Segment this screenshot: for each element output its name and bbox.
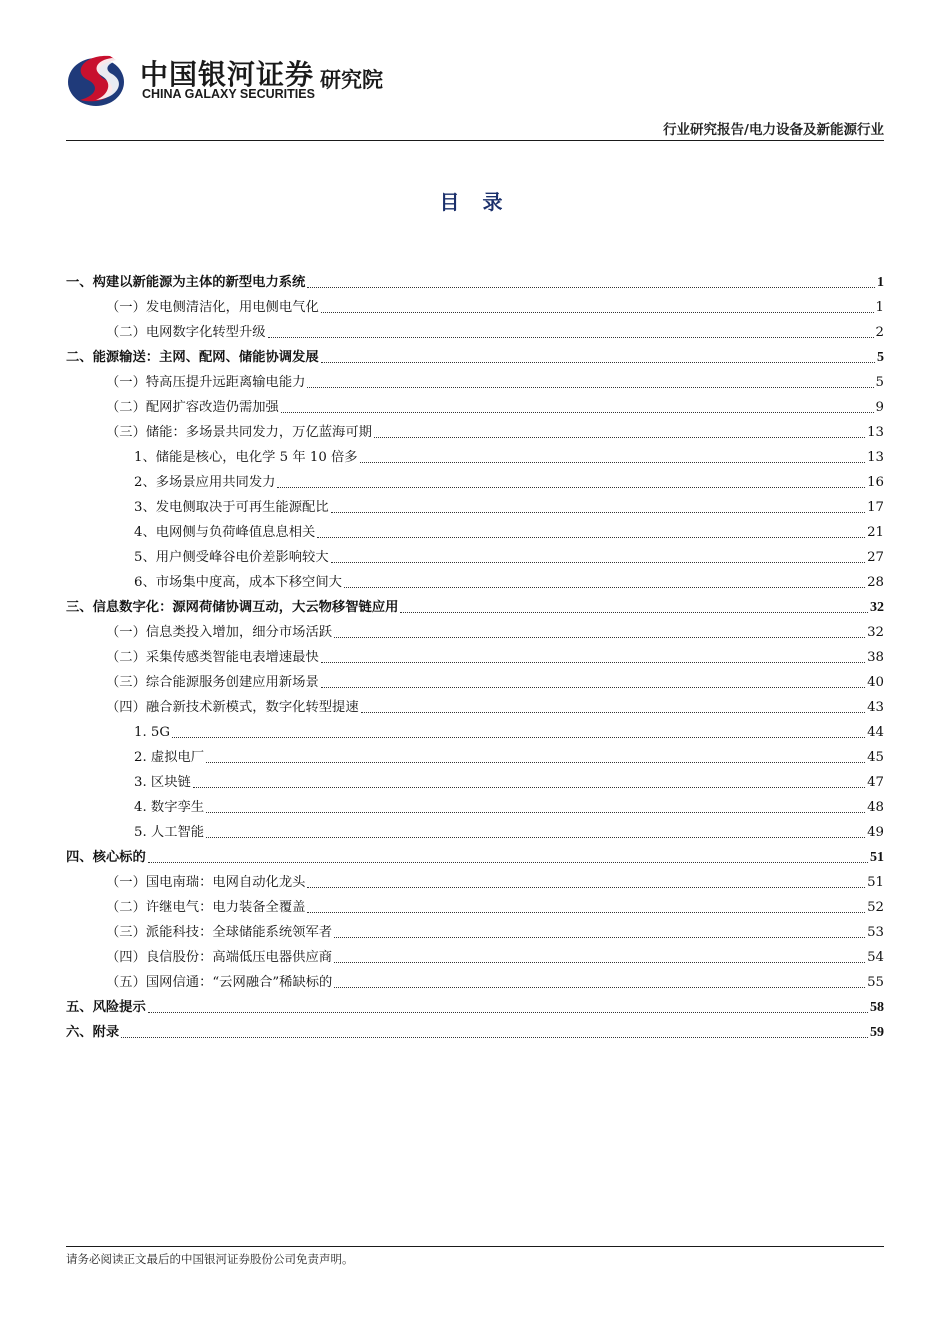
toc-entry-page: 45	[867, 750, 884, 765]
toc-entry-page: 5	[877, 350, 884, 365]
dot-leader	[321, 312, 874, 313]
galaxy-logo-icon	[66, 50, 130, 108]
dot-leader	[277, 487, 865, 488]
toc-entry-label: （五）国网信通：“云网融合”稀缺标的	[106, 975, 333, 990]
toc-entry-label: （一）信息类投入增加，细分市场活跃	[106, 625, 333, 640]
dot-leader	[344, 587, 865, 588]
toc-entry-label: 5、用户侧受峰谷电价差影响较大	[134, 550, 329, 565]
dot-leader	[206, 762, 865, 763]
dot-leader	[121, 1037, 868, 1038]
toc-entry[interactable]	[66, 966, 884, 991]
dot-leader	[307, 287, 875, 288]
toc-entry-label: （一）特高压提升远距离输电能力	[106, 375, 306, 390]
brand-institute: 研究院	[320, 68, 383, 92]
toc-entry[interactable]	[66, 791, 884, 816]
toc-entry[interactable]	[66, 716, 884, 741]
toc-entry[interactable]	[66, 466, 884, 491]
toc-entry[interactable]	[66, 691, 884, 716]
dot-leader	[317, 537, 865, 538]
toc-entry-page: 48	[867, 800, 884, 815]
toc-entry-label: （二）配网扩容改造仍需加强	[106, 400, 279, 415]
dot-leader	[307, 887, 865, 888]
dot-leader	[331, 562, 865, 563]
dot-leader	[361, 712, 865, 713]
toc-entry[interactable]	[66, 616, 884, 641]
toc-entry[interactable]	[66, 441, 884, 466]
toc-entry[interactable]	[66, 266, 884, 291]
toc-entry-label: 5. 人工智能	[134, 825, 205, 840]
toc-entry-page: 21	[867, 525, 884, 540]
toc-entry-label: 2、多场景应用共同发力	[134, 475, 276, 490]
dot-leader	[360, 462, 865, 463]
toc-entry[interactable]	[66, 341, 884, 366]
toc-entry-label: （一）国电南瑞：电网自动化龙头	[106, 875, 306, 890]
toc-entry[interactable]	[66, 516, 884, 541]
toc-entry[interactable]	[66, 1016, 884, 1041]
toc-entry-page: 1	[877, 275, 884, 290]
toc-entry[interactable]	[66, 316, 884, 341]
dot-leader	[334, 637, 865, 638]
header-divider	[66, 140, 884, 141]
dot-leader	[268, 337, 874, 338]
toc-entry-label: 三、信息数字化：源网荷储协调互动，大云物移智链应用	[66, 600, 399, 615]
page-header	[66, 50, 886, 120]
toc-entry[interactable]	[66, 891, 884, 916]
dot-leader	[206, 812, 865, 813]
toc-entry[interactable]	[66, 741, 884, 766]
toc-entry-label: 4. 数字孪生	[134, 800, 205, 815]
toc-entry-page: 55	[867, 975, 884, 990]
toc-entry-label: （二）采集传感类智能电表增速最快	[106, 650, 319, 665]
toc-entry[interactable]	[66, 941, 884, 966]
toc-entry-page: 40	[867, 675, 884, 690]
toc-entry-label: （二）许继电气：电力装备全覆盖	[106, 900, 306, 915]
toc-entry-page: 16	[867, 475, 884, 490]
dot-leader	[172, 737, 865, 738]
dot-leader	[307, 912, 865, 913]
toc-entry-label: （三）储能：多场景共同发力，万亿蓝海可期	[106, 425, 372, 440]
dot-leader	[334, 962, 865, 963]
brand-name-cn: 中国银河证券	[140, 58, 315, 91]
toc-entry-page: 52	[867, 900, 884, 915]
toc-entry[interactable]	[66, 391, 884, 416]
toc-entry-page: 43	[867, 700, 884, 715]
toc-entry-label: 六、附录	[66, 1025, 120, 1040]
dot-leader	[206, 837, 865, 838]
footer-divider	[66, 1246, 884, 1247]
toc-entry[interactable]	[66, 816, 884, 841]
brand-name-en: CHINA GALAXY SECURITIES	[142, 87, 315, 101]
toc-entry-page: 28	[867, 575, 884, 590]
toc-entry[interactable]	[66, 566, 884, 591]
toc-entry-label: （三）综合能源服务创建应用新场景	[106, 675, 319, 690]
dot-leader	[334, 987, 865, 988]
toc-entry[interactable]	[66, 766, 884, 791]
toc-entry-label: （四）融合新技术新模式，数字化转型提速	[106, 700, 359, 715]
dot-leader	[334, 937, 865, 938]
toc-entry[interactable]	[66, 666, 884, 691]
toc-entry-page: 9	[875, 400, 884, 415]
toc-entry-label: 2. 虚拟电厂	[134, 750, 205, 765]
toc-entry-label: 6、市场集中度高，成本下移空间大	[134, 575, 342, 590]
toc-entry[interactable]	[66, 591, 884, 616]
toc-entry-page: 2	[875, 325, 884, 340]
toc-entry-page: 32	[867, 625, 884, 640]
toc-entry-label: （二）电网数字化转型升级	[106, 325, 266, 340]
toc-entry-page: 27	[867, 550, 884, 565]
toc-entry[interactable]	[66, 841, 884, 866]
toc-entry[interactable]	[66, 366, 884, 391]
toc-entry[interactable]	[66, 991, 884, 1016]
toc-entry[interactable]	[66, 641, 884, 666]
toc-entry-label: 1. 5G	[134, 725, 170, 740]
toc-entry-page: 51	[867, 875, 884, 890]
toc-entry-label: 3、发电侧取决于可再生能源配比	[134, 500, 329, 515]
toc-entry[interactable]	[66, 541, 884, 566]
dot-leader	[148, 862, 868, 863]
dot-leader	[374, 437, 865, 438]
toc-entry-page: 17	[867, 500, 884, 515]
toc-entry-label: （三）派能科技：全球储能系统领军者	[106, 925, 333, 940]
toc-entry-page: 32	[870, 600, 884, 615]
toc-entry-page: 49	[867, 825, 884, 840]
toc-entry[interactable]	[66, 866, 884, 891]
toc-entry-label: 五、风险提示	[66, 1000, 146, 1015]
toc-entry-label: 一、构建以新能源为主体的新型电力系统	[66, 275, 306, 290]
dot-leader	[321, 362, 875, 363]
toc-entry-label: 1、储能是核心，电化学 5 年 10 倍多	[134, 450, 358, 465]
toc-entry-page: 1	[875, 300, 884, 315]
toc-entry-page: 44	[867, 725, 884, 740]
toc-entry-label: （一）发电侧清洁化，用电侧电气化	[106, 300, 319, 315]
toc-entry-label: 四、核心标的	[66, 850, 146, 865]
report-type: 行业研究报告/电力设备及新能源行业	[663, 122, 884, 138]
dot-leader	[307, 387, 873, 388]
footer-disclaimer: 请务必阅读正文最后的中国银河证券股份公司免责声明。	[66, 1252, 354, 1266]
toc-entry-label: 4、电网侧与负荷峰值息息相关	[134, 525, 316, 540]
dot-leader	[148, 1012, 868, 1013]
toc-entry-page: 53	[867, 925, 884, 940]
toc-entry-page: 58	[870, 1000, 884, 1015]
toc-entry-page: 38	[867, 650, 884, 665]
dot-leader	[281, 412, 874, 413]
dot-leader	[321, 687, 865, 688]
toc-entry[interactable]	[66, 416, 884, 441]
toc-entry-page: 5	[875, 375, 884, 390]
table-of-contents	[66, 266, 884, 1041]
toc-entry-label: （四）良信股份：高端低压电器供应商	[106, 950, 333, 965]
toc-entry[interactable]	[66, 491, 884, 516]
toc-entry-label: 二、能源输送：主网、配网、储能协调发展	[66, 350, 319, 365]
toc-entry[interactable]	[66, 291, 884, 316]
dot-leader	[400, 612, 868, 613]
toc-entry-page: 47	[867, 775, 884, 790]
toc-entry-page: 59	[870, 1025, 884, 1040]
dot-leader	[193, 787, 865, 788]
toc-entry[interactable]	[66, 916, 884, 941]
dot-leader	[331, 512, 865, 513]
toc-entry-page: 13	[867, 450, 884, 465]
dot-leader	[321, 662, 865, 663]
toc-entry-page: 13	[867, 425, 884, 440]
toc-entry-page: 54	[867, 950, 884, 965]
toc-title: 目 录	[439, 190, 511, 214]
toc-entry-label: 3. 区块链	[134, 775, 191, 790]
toc-entry-page: 51	[870, 850, 884, 865]
